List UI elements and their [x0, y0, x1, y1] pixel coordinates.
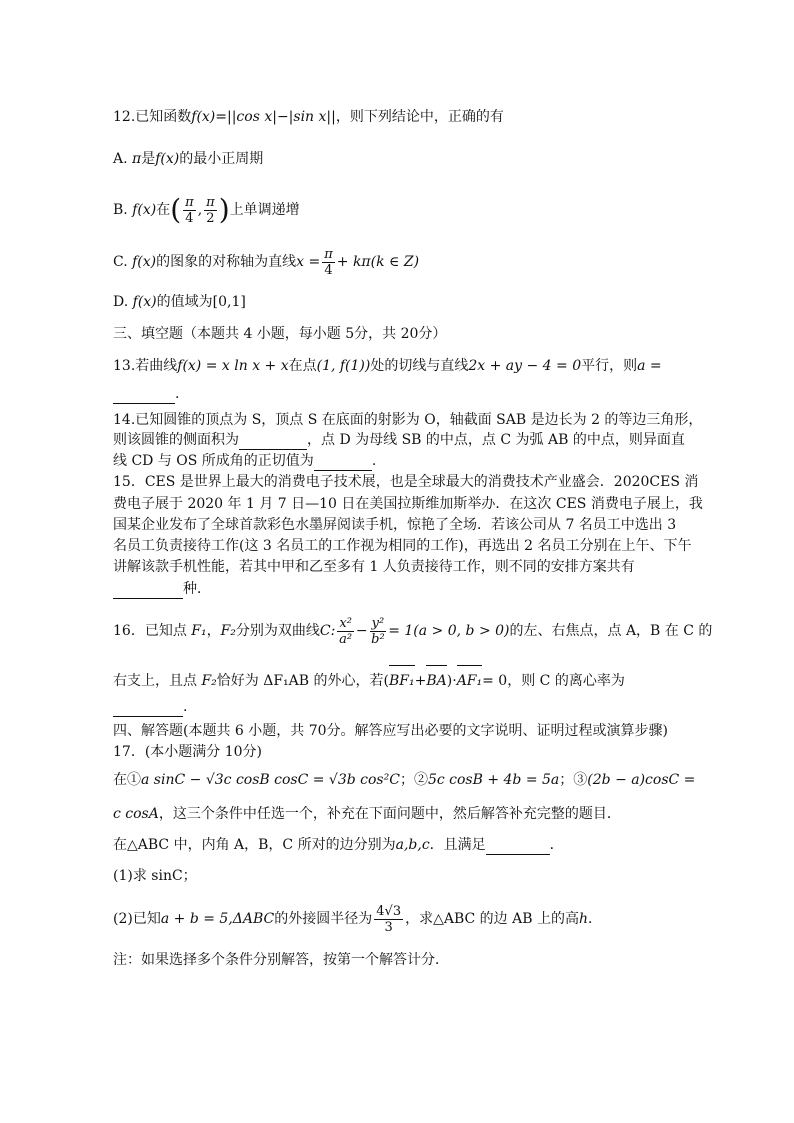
- frac2-num: π: [206, 194, 215, 210]
- q17-title: 17．(本小题满分 10分): [113, 744, 263, 760]
- c-frac-den: 4: [324, 262, 333, 278]
- section-3-heading: 三、填空题（本题共 4 小题，每小题 5分，共 20分）: [113, 326, 447, 342]
- section-4-heading: 四、解答题(本题共 6 小题，共 70分。解答应写出必要的文字说明、证明过程或演算步骤): [113, 723, 668, 739]
- q17-cond3a: (2b − a)cosC =: [587, 772, 696, 788]
- frac-y-num: y²: [371, 615, 385, 631]
- q15-line6: [113, 579, 685, 599]
- opt-a-func: f(x): [155, 151, 180, 167]
- q16-eq0: = 0: [482, 673, 508, 689]
- opt-d-prefix: D.: [113, 294, 133, 310]
- q16-line1: [113, 613, 713, 649]
- opt-b-frac1: [183, 195, 196, 226]
- q13-line1: [113, 356, 685, 376]
- q15-line4: 名员工负责接待工作(这 3 名员工的工作视为相同的工作)，再选出 2 名员工分别在上午、下午: [113, 538, 692, 554]
- opt-b-mid: 在: [156, 202, 171, 218]
- q14-line3: [113, 451, 685, 471]
- q17-cond2: 5c cosB + 4b = 5a: [427, 772, 560, 788]
- q17-l1c: ；③: [559, 772, 588, 788]
- q16-l1a: 16．已知点: [113, 623, 192, 639]
- q12-option-d: [113, 292, 685, 312]
- q13-suffix: 平行，则: [581, 358, 638, 374]
- frac1-num: π: [185, 194, 194, 210]
- opt-c-func: f(x): [132, 254, 157, 270]
- opt-d-math: [0,1]: [212, 294, 246, 310]
- q17-radius-frac: [374, 904, 403, 935]
- q14-l3a: 线 CD 与 OS 所成角的正切值为: [113, 453, 314, 469]
- q16-l2a: 右支上，且点: [113, 673, 202, 689]
- q14-l2b: ，点 D 为母线 SB 的中点，点 C 为弧 AB 的中点，则异面直: [307, 432, 685, 448]
- q16-cond: = 1(a > 0, b > 0): [388, 623, 510, 639]
- q17-cond1: a sinC − √3c cosB cosC = √3b cos²C: [141, 772, 400, 788]
- opt-b-lparen: (: [170, 193, 182, 226]
- opt-a-suffix: 的最小正周期: [179, 151, 264, 167]
- q17-cond3b: c cosA: [113, 806, 159, 822]
- q13-mid: 在点: [288, 358, 317, 374]
- q12-option-c: [113, 244, 685, 280]
- opt-b-prefix: B.: [113, 202, 133, 218]
- radius-num: 4√3: [376, 903, 402, 919]
- q16-l2c: ，则 C 的离心率为: [507, 673, 625, 689]
- q12-suffix: ，则下列结论中，正确的有: [335, 109, 504, 125]
- q13-answer-blank[interactable]: [113, 403, 175, 404]
- q12-stem: [113, 107, 685, 127]
- opt-c-frac: [322, 247, 335, 278]
- q15-line3: 国某企业发布了全球首款彩色水墨屏阅读手机，惊艳了全场．若该公司从 7 名员工中选出 3: [113, 517, 677, 533]
- q16-dot: ·: [452, 673, 457, 689]
- q16-frac-x: [337, 616, 354, 647]
- q16-line3: [113, 697, 685, 717]
- q13-point: (1, f(1)): [316, 358, 371, 374]
- q14-l3b: .: [371, 453, 377, 469]
- q16-f2: F₂: [220, 623, 236, 639]
- q12-prefix: 12.已知函数: [113, 109, 192, 125]
- q17-line2: [113, 804, 685, 824]
- q17-line3: [113, 835, 685, 855]
- q15-line1: 15．CES 是世界上最大的消费电子技术展，也是全球最大的消费技术产业盛会．2020CES 消: [113, 474, 699, 490]
- q16-frac-y: [370, 616, 387, 647]
- opt-b-rparen: ): [218, 193, 230, 226]
- q15-line5: 讲解该款手机性能，若其中甲和乙至多有 1 人负责接待工作，则不同的安排方案共有: [113, 559, 635, 575]
- q14-blank-2[interactable]: [314, 470, 372, 471]
- opt-a-mid: 是: [141, 151, 156, 167]
- q17-part2: [113, 901, 685, 937]
- q15-answer-blank[interactable]: [113, 598, 183, 599]
- q15-line2: 费电子展于 2020 年 1 月 7 日—10 日在美国拉斯维加斯举办．在这次 CES 消费电子展上，我: [113, 496, 703, 512]
- radius-den: 3: [384, 919, 393, 935]
- q16-curve-name: C:: [319, 623, 336, 639]
- q17-condition-blank[interactable]: [486, 854, 550, 855]
- q17-note: 注：如果选择多个条件分别解答，按第一个解答计分．: [113, 952, 449, 968]
- opt-c-lhs: x =: [296, 254, 321, 270]
- q14-l2a: 则该圆锥的侧面积为: [113, 432, 239, 448]
- opt-c-mid: 的图象的对称轴为直线: [156, 254, 297, 270]
- q13-prefix: 13.若曲线: [113, 358, 178, 374]
- opt-a-prefix: A.: [113, 151, 133, 167]
- q17-part1: (1)求 sinC；: [113, 868, 197, 884]
- q17-l2b: ，这三个条件中任选一个，补充在下面问题中，然后解答补充完整的题目．: [158, 806, 621, 822]
- q14-line2: [113, 430, 685, 450]
- q17-l1a: 在①: [113, 772, 141, 788]
- q16-answer-blank[interactable]: [113, 716, 183, 717]
- opt-d-func: f(x): [132, 294, 157, 310]
- q16-plus: +: [414, 673, 427, 689]
- q16-end: .: [183, 699, 188, 715]
- q16-l1c: 的左、右焦点，点 A，B 在 C 的: [509, 623, 713, 639]
- frac-x-den: a²: [339, 631, 353, 647]
- opt-b-frac2: [204, 195, 217, 226]
- q13-line2: [113, 384, 685, 404]
- opt-a-math: π: [132, 151, 142, 167]
- q16-f1: F₁: [191, 623, 207, 639]
- q13-mid2: 处的切线与直线: [370, 358, 469, 374]
- q16-minus: −: [355, 623, 368, 639]
- q17-l1b: ；②: [399, 772, 428, 788]
- q17-p2h: h: [578, 911, 589, 927]
- q17-sides: a,b,c: [395, 837, 430, 853]
- q16-l1b: 分别为双曲线: [235, 623, 320, 639]
- q12-func: f(x)=||cos x|−|sin x||: [191, 109, 336, 125]
- vector-bf1: BF₁: [389, 665, 415, 695]
- q17-p2b: 的外接圆半径为: [274, 911, 373, 927]
- q16-l2b: 恰好为 ΔF₁AB 的外心，若: [216, 673, 384, 689]
- c-frac-num: π: [324, 246, 333, 262]
- q13-curve: f(x) = x ln x + x: [177, 358, 289, 374]
- q17-p2c: ，求△ABC 的边 AB 上的高: [405, 911, 579, 927]
- q17-line1: [113, 770, 696, 790]
- vector-ba: BA: [426, 665, 446, 695]
- vector-af1: AF₁: [457, 665, 482, 695]
- q16-comma: ，: [206, 623, 221, 639]
- q16-line2: 右支上，且点 F₂恰好为 ΔF₁AB 的外心，若(BF₁+BA)·AF₁= 0，则 C 的离心率为: [113, 665, 685, 693]
- q17-p2a: (2)已知: [113, 911, 161, 927]
- opt-d-mid: 的值域为: [156, 294, 213, 310]
- q15-l6: 种．: [183, 581, 211, 597]
- q12-option-a: [113, 149, 685, 169]
- opt-b-suffix: 上单调递增: [229, 202, 300, 218]
- q17-p2math: a + b = 5,ΔABC: [160, 911, 275, 927]
- q12-option-b: B. f(x)在( $\frac{\pi}{4}$ , $\frac{\pi}{2}$ )上单调递增: [113, 193, 300, 226]
- q13-end: .: [175, 386, 180, 402]
- frac1-den: 4: [185, 210, 194, 226]
- q14-line1: 14.已知圆锥的顶点为 S，顶点 S 在底面的射影为 O，轴截面 SAB 是边长为 2 的等边三角形，: [113, 412, 703, 428]
- opt-c-rhs: + kπ(k ∈ Z): [336, 254, 420, 270]
- q17-p2d: ．: [588, 911, 603, 927]
- opt-c-prefix: C.: [113, 254, 133, 270]
- q14-blank-1[interactable]: [239, 449, 307, 450]
- q13-var: a =: [637, 358, 662, 374]
- q17-l3b: ．且满足: [429, 837, 486, 853]
- frac2-den: 2: [206, 210, 215, 226]
- frac-y-den: b²: [371, 631, 385, 647]
- q13-line-eq: 2x + ay − 4 = 0: [468, 358, 582, 374]
- opt-b-func: f(x): [132, 202, 157, 218]
- q17-l3a: 在△ABC 中，内角 A，B，C 所对的边分别为: [113, 837, 396, 853]
- frac-x-num: x²: [339, 615, 352, 631]
- q17-l3c: ．: [549, 837, 564, 853]
- q16-f2-again: F₂: [201, 673, 217, 689]
